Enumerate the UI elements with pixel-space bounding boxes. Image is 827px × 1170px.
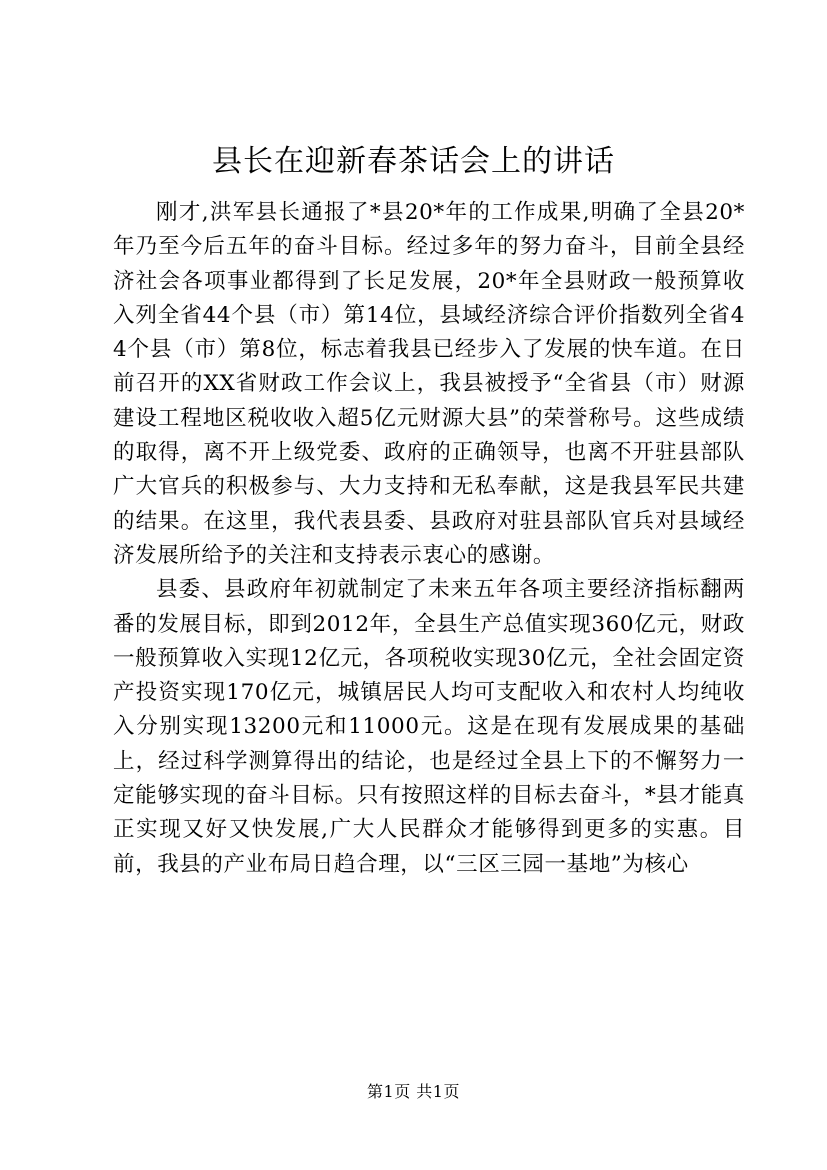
page-footer: 第1页 共1页 — [367, 1082, 460, 1101]
paragraph-1: 刚才,洪军县长通报了*县20*年的工作成果,明确了全县20*年乃至今后五年的奋斗目标。经过多年的努力奋斗，目前全县经济社会各项事业都得到了长足发展，20*年全县财政一般预算收入列全省44个县（市）第14位，县域经济综合评价指数列全省44个县（市）第8位，标志着我县已经步入了发展的快车道。在日前召开的XX省财政工作会议上，我县被授予“全省县（市）财源建设工程地区税收收入超5亿元财源大县”的荣誉称号。这些成绩的取得，离不开上级党委、政府的正确领导，也离不开驻县部队广大官兵的积极参与、大力支持和无私奉献，这是我县军民共建的结果。在这里，我代表县委、县政府对驻县部队官兵对县域经济发展所给予的关注和支持表示衷心的感谢。 — [113, 200, 745, 568]
paragraph-2: 县委、县政府年初就制定了未来五年各项主要经济指标翻两番的发展目标，即到2012年，全县生产总值实现360亿元，财政一般预算收入实现12亿元，各项税收实现30亿元，全社会固定资产投资实现170亿元，城镇居民人均可支配收入和农村人均纯收入分别实现13200元和11000元。这是在现有发展成果的基础上，经过科学测算得出的结论，也是经过全县上下的不懈努力一定能够实现的奋斗目标。只有按照这样的目标去奋斗，*县才能真正实现又好又快发展,广大人民群众才能够得到更多的实惠。目前，我县的产业布局日趋合理，以“三区三园一基地”为核心 — [113, 577, 745, 877]
document-title: 县长在迎新春茶话会上的讲话 — [212, 144, 615, 179]
document-body — [113, 196, 745, 882]
